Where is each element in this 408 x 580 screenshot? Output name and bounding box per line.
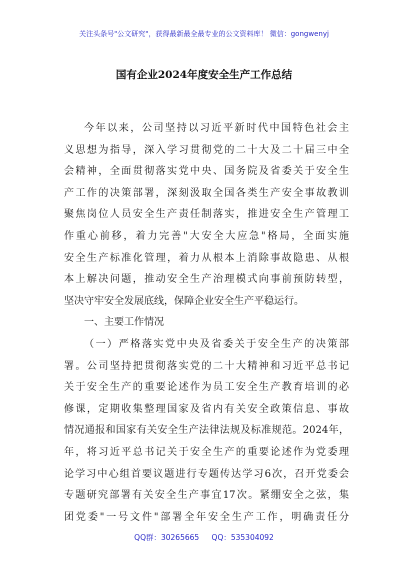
paragraph-line: 作重心前移，着力完善"大安全大应急"格局，全面实施: [64, 230, 349, 242]
paragraph-line: 产工作的决策部署，深刻汲取全国各类生产安全事故教训: [64, 187, 349, 199]
paragraph-line: 论学习中心组首要议题进行专题传达学习6次，召开党委会: [64, 468, 349, 480]
paragraph-line: 年，将习近平总书记关于安全生产的重要论述作为党委理: [64, 446, 349, 458]
paragraph-line: 安全生产标准化管理，着力从根本上消除事故隐患、从根: [64, 252, 349, 264]
header-banner: 关注头条号"公文研究"，获得最新最全最专业的公文资料库！ 微信：gongwenyj: [79, 30, 329, 38]
section-heading: 一、主要工作情况: [84, 317, 164, 329]
paragraph-line: 情况通报和国家有关安全生产法律法规及标准规范。2024年，: [64, 425, 349, 437]
qq-group-label: QQ群：30265665: [134, 533, 200, 542]
paragraph-line: 坚决守牢安全发展底线，保障企业安全生产平稳运行。: [64, 295, 304, 307]
qq-number-label: QQ：535304092: [211, 533, 274, 542]
document-body: [64, 118, 349, 528]
paragraph-line: 今年以来，公司坚持以习近平新时代中国特色社会主: [84, 123, 349, 134]
paragraph-line: 修课，定期收集整理国家及省内有关安全政策信息、事故: [64, 403, 349, 415]
paragraph-line: （一）严格落实党中央及省委关于安全生产的决策部: [84, 338, 349, 350]
paragraph-line: 义思想为指导，深入学习贯彻党的二十大及二十届三中全: [64, 144, 349, 156]
paragraph-line: 团党委"一号文件"部署全年安全生产工作，明确责任分: [64, 511, 349, 523]
paragraph-line: 聚焦岗位人员安全生产责任制落实，推进安全生产管理工: [64, 209, 349, 221]
paragraph-line: 署。公司坚持把贯彻落实党的二十大精神和习近平总书记: [64, 360, 349, 372]
document-title: 国有企业2024年度安全生产工作总结: [115, 69, 293, 81]
paragraph-line: 本上解决问题，推动安全生产治理模式向事前预防转型，: [64, 274, 349, 286]
paragraph-line: 关于安全生产的重要论述作为员工安全生产教育培训的必: [64, 382, 349, 394]
paragraph-line: 专题研究部署有关安全生产事宜17次。紧绷安全之弦，集: [64, 490, 349, 502]
footer-contact: [0, 532, 408, 543]
paragraph-line: 会精神，全面贯彻落实党中央、国务院及省委关于安全生: [64, 166, 349, 178]
